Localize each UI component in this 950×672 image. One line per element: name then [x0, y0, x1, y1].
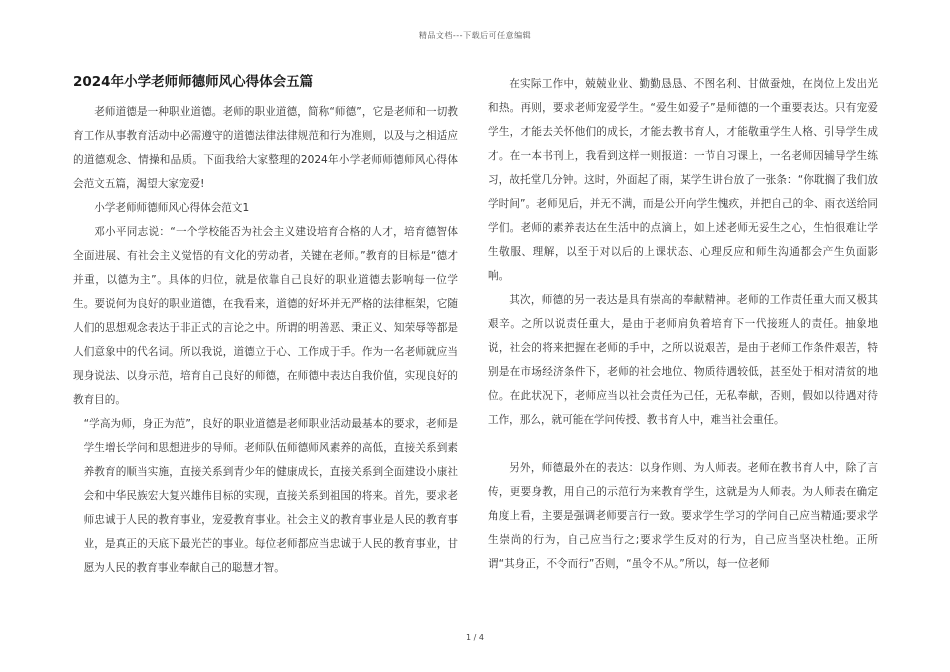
- body-paragraph: 邓小平同志说：“一个学校能否为社会主义建设培育合格的人才，培育德智体全面进展、有社会主义觉悟的有文化的劳动者，关键在老师。”教育的目标是“德才并重，以德为主”。具体的归位，就是依靠自己良好的职业道德去影响每一位学生。要说何为良好的职业道德，在我看来，道德的好坏并无严格的法律框架，它随人们的思想观念表达于非正式的言论之中。所谓的明善恶、秉正义、知荣辱等都是人们意象中的代名词。所以我说，道德立于心、工作成于手。作为一名老师就应当现身说法、以身示范，培育自己良好的师德，在师德中表达自我价值，实现良好的教育目的。: [73, 226, 458, 406]
- document-title: 2024年小学老师师德师风心得体会五篇: [73, 74, 314, 90]
- intro-paragraph: 老师道德是一种职业道德。老师的职业道德，简称“师德”，它是老师和一切教育工作从事教育活动中必需遵守的道德法律法律规范和行为准则，以及与之相适应的道德观念、情操和品质。下面我给大家整理的2024年小学老师师德师风心得体会范文五篇，渴望大家宠爱!: [73, 106, 458, 190]
- section-heading: 小学老师师德师风心得体会范文1: [94, 202, 250, 214]
- right-column: [488, 72, 878, 576]
- left-column: [73, 72, 458, 580]
- page-number: 1 / 4: [466, 633, 484, 642]
- body-paragraph: 其次，师德的另一表达是具有崇高的奉献精神。老师的工作责任重大而又极其艰辛。之所以说责任重大，是由于老师肩负着培育下一代接班人的责任。抽象地说，社会的将来把握在老师的手中，之所以说艰苦，是由于老师工作条件艰苦，特别是在市场经济条件下，老师的社会地位、物质待遇较低，甚至处于相对清贫的地位。在此状况下，老师应当以社会责任为己任，无私奉献，否则，假如以待遇对待工作，那么，就可能在学问传授、教书育人中，难当社会重任。: [488, 294, 878, 426]
- body-paragraph: “学高为师，身正为范”，良好的职业道德是老师职业活动最基本的要求，老师是学生增长学问和思想进步的导师。老师队伍师德师风素养的高低，直接关系到素养教育的顺当实施，直接关系到青少年的健康成长，直接关系到全面建设小康社会和中华民族宏大复兴雄伟目标的实现，直接关系到祖国的将来。首先，要求老师忠诚于人民的教育事业，宠爱教育事业。社会主义的教育事业是人民的教育事业，是真正的天底下最光芒的事业。每位老师都应当忠诚于人民的教育事业，甘愿为人民的教育事业奉献自己的聪慧才智。: [83, 418, 458, 574]
- page-header: 精品文档---下载后可任意编辑: [418, 31, 532, 40]
- body-paragraph: 在实际工作中，兢兢业业、勤勤恳恳、不图名利、甘做蚕烛，在岗位上发出光和热。再则，要求老师宠爱学生。“爱生如爱子”是师德的一个重要表达。只有宠爱学生，才能去关怀他们的成长，才能去教书育人，才能敬重学生人格、引导学生成才。在一本书刊上，我看到这样一则报道：一节自习课上，一名老师因辅导学生练习，故托堂几分钟。这时，外面起了雨，某学生讲台放了一张条：“你耽搁了我们放学时间”。老师见后，并无不满，而是公开向学生愧疚，并把自己的伞、雨衣送给同学们。老师的素养表达在生活中的点滴上，如上述老师无妥生之心，生怕很难让学生敬服、理解，以至于对以后的上课状态、心理反应和师生沟通都会产生负面影响。: [488, 78, 878, 282]
- body-paragraph: 另外，师德最外在的表达：以身作则、为人师表。老师在教书育人中，除了言传，更要身教，用自己的示范行为来教育学生，这就是为人师表。为人师表在确定角度上看，主要是强调老师要言行一致。要求学生学习的学问自己应当精通;要求学生崇尚的行为，自己应当行之;要求学生反对的行为，自己应当坚决杜绝。正所谓“其身正，不令而行”否则，“虽令不从。”所以，每一位老师: [488, 462, 878, 570]
